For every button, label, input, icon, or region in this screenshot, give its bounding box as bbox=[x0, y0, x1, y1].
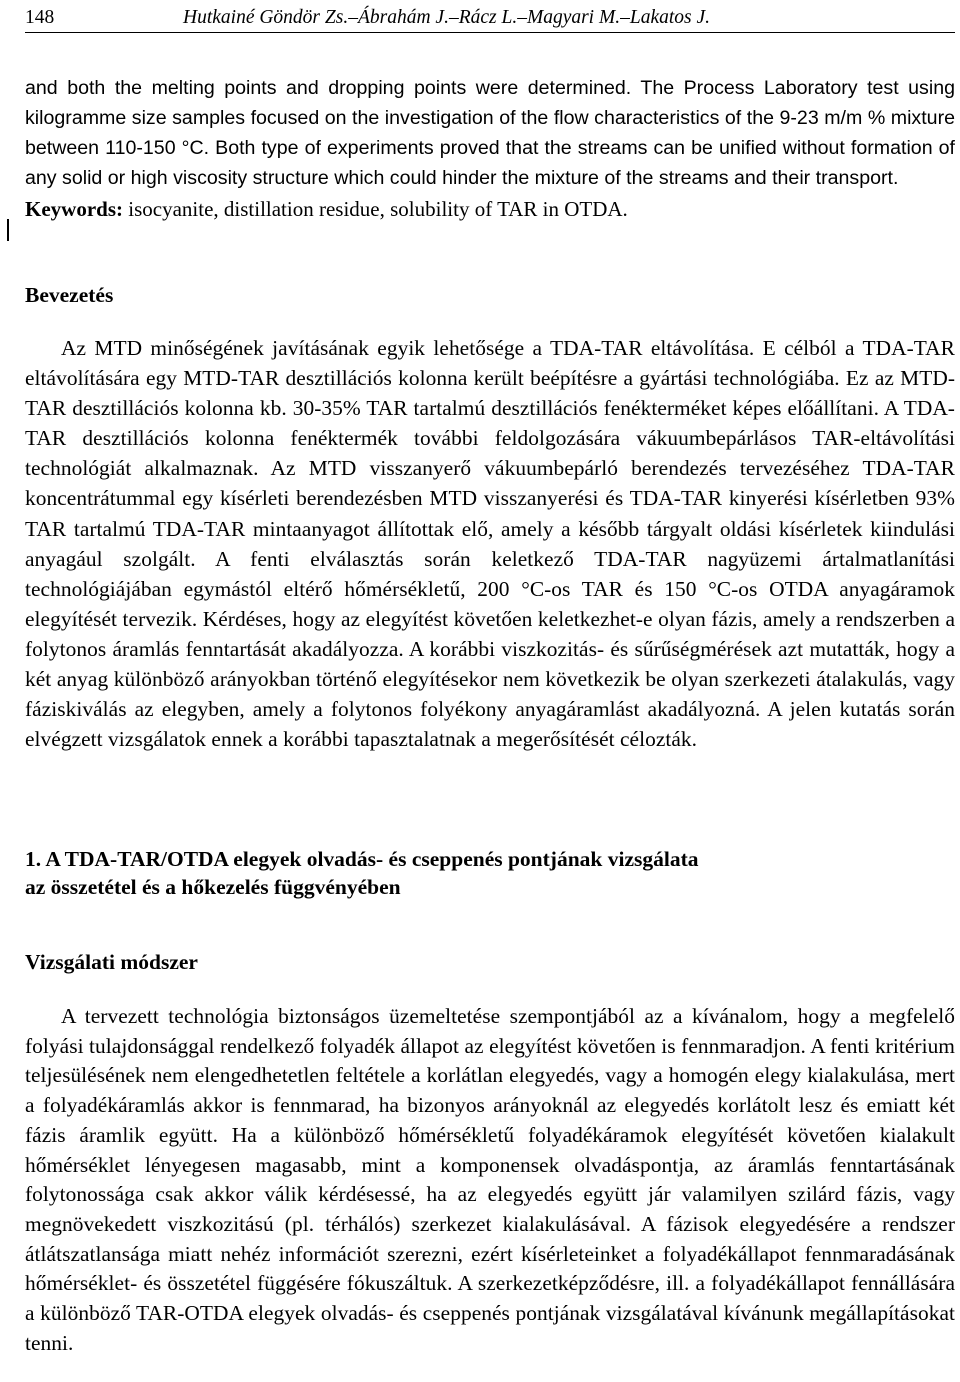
section-intro-body bbox=[25, 333, 955, 754]
section-1-heading-line1: 1. A TDA-TAR/OTDA elegyek olvadás- és cseppenés pontjának vizsgálata bbox=[25, 847, 699, 871]
revision-change-bar bbox=[7, 219, 9, 241]
keywords-text: isocyanite, distillation residue, solubility of TAR in OTDA. bbox=[123, 196, 628, 221]
abstract-continuation bbox=[25, 74, 955, 224]
running-header-authors: Hutkainé Göndör Zs.–Ábrahám J.–Rácz L.–Magyari M.–Lakatos J. bbox=[183, 7, 711, 28]
section-1-heading-wrap bbox=[25, 845, 955, 901]
method-paragraph: A tervezett technológia biztonságos üzemeltetése szempontjából az a kívánalom, hogy a megfelelő folyási tulajdonsággal rendelkező folyadék állapot az elegyítést követően is fennmaradjon. A fenti kritérium teljesülésének nem elengedhetetlen feltétele a korlátlan elegyedés, vagy a homogén elegy kialakulása, mert a folyadékáramlás akkor is fennmarad, ha bizonyos arányoknál az elegyedés korlátolt lesz és emiatt két fázis áramlik együtt. Ha a különböző hőmérsékletű folyadékáramok elegyítését követően kialakult hőmérséklet lényegesen magasabb, mint a komponensek olvadáspontja, az áramlás fenntartásának folytonossága csak akkor válik kérdésessé, ha az elegyedés együtt jár valamilyen szilárd fázis, vagy megnövekedett viszkozitású (pl. térhálós) szerkezet kialakulásával. A fázisok elegyedésére a rendszer átlátszatlansága miatt nehéz információt szerezni, ezért kísérleteinket a folyadékállapot fennmaradásának hőmérséklet- és összetétel függésére fókuszáltuk. A szerkezetképződésre, ill. a folyadékállapot fennállására a különböző TAR-OTDA elegyek olvadás- és cseppenés pontjának vizsgálatával kívánunk megállapításokat tenni. bbox=[25, 1004, 955, 1355]
running-header bbox=[25, 6, 955, 33]
keywords-label: Keywords: bbox=[25, 196, 123, 221]
section-method-body bbox=[25, 1002, 955, 1358]
page-number: 148 bbox=[25, 7, 55, 28]
section-intro-heading-wrap bbox=[25, 281, 955, 309]
section-1-heading-line2: az összetétel és a hőkezelés függvényében bbox=[25, 875, 401, 899]
section-heading-bevezetes: Bevezetés bbox=[25, 283, 114, 307]
keywords-line bbox=[25, 194, 955, 224]
intro-paragraph: Az MTD minőségének javításának egyik lehetősége a TDA-TAR eltávolítása. E célból a TDA-TAR eltávolítására egy MTD-TAR desztillációs kolonna került beépítésre a gyártási technológiába. Ez az MTD-TAR desztillációs kolonna kb. 30-35% TAR tartalmú desztillációs fenékterméket képes előállítani. A TDA-TAR desztillációs kolonna fenéktermék további feldolgozására vákuumbepárlásos TAR-eltávolítási technológiát alkalmaznak. Az MTD visszanyerő vákuumbepárló berendezés tervezéséhez TDA-TAR koncentrátummal egy kísérleti berendezésben MTD visszanyerési és TDA-TAR kinyerési kísérletben 93% TAR tartalmú TDA-TAR mintaanyagot állítottak elő, amely a később tárgyalt oldási kísérletek kiindulási anyagául szolgált. A fenti elválasztás során keletkező TDA-TAR nagyüzemi ártalmatlanítási technológiájában egymástól eltérő hőmérsékletű, 200 °C-os TAR és 150 °C-os OTDA anyagáramok elegyítését tervezik. Kérdéses, hogy az elegyítést követően keletkezhet-e olyan fázis, amely a rendszerben a folytonos áramlás fenntartását akadályozza. A korábbi viszkozitás- és sűrűségmérések azt mutatták, hogy a két anyag különböző arányokban történő elegyítésekor nem következik be olyan szerkezeti átalakulás, vagy fáziskiválás az elegyben, amely a folytonos folyékony anyagáramlást akadályozná. A jelen kutatás során elvégzett vizsgálatok ennek a korábbi tapasztalatnak a megerősítését célozták. bbox=[25, 336, 955, 752]
section-method-heading-wrap bbox=[25, 948, 955, 976]
abstract-text: and both the melting points and dropping points were determined. The Process Laboratory test using kilogramme size samples focused on the investigation of the flow characteristics of the 9-23 m/m % mixture between 110-150 °C. Both type of experiments proved that the streams can be unified without formation of any solid or high viscosity structure which could hinder the mixture of the streams and their transport. bbox=[25, 77, 955, 189]
section-heading-vizsgalati-modszer: Vizsgálati módszer bbox=[25, 950, 198, 974]
